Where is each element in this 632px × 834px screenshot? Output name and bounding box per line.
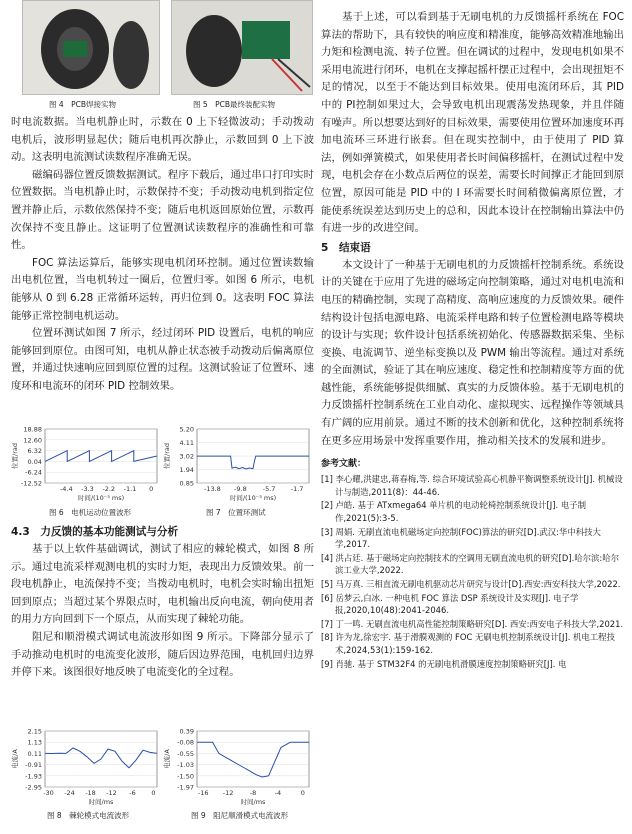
- y-tick-label: 3.02: [179, 452, 194, 461]
- y-tick-label: -2.95: [25, 783, 42, 792]
- paragraph: 位置环测试如图 7 所示，经过闭环 PID 设置后，电机的响应能够回到原位。由图可知，电机从静止状态被手动拨动后偏离原位置，并通过快速响应回到原位置的过程。这测试验证了位置环、速度环和电流环的闭环 PID 控制效果。: [11, 327, 314, 392]
- section-heading: 4.3 力反馈的基本功能测试与分析: [11, 526, 179, 538]
- y-tick-label: 6.32: [27, 447, 42, 456]
- y-tick-label: 1.13: [27, 738, 42, 747]
- paragraph: FOC 算法运算后，能够实现电机闭环控制。通过位置读数输出电机位置，当电机转过一圈后，位置归零。如图 6 所示，电机能够从 0 到 6.28 正常循环运转，再归位到 0。这表明 FOC 算法能够正常控制电机运动。: [11, 256, 314, 322]
- y-tick-label: 0.85: [179, 479, 194, 488]
- fig7-caption: 图 7 位置环测试: [206, 508, 266, 517]
- x-tick-label: -1.7: [290, 485, 304, 493]
- reference-item: [9] 肖驰. 基于 STM32F4 的无刷电机滑膜速度控制策略研究[J]. 电: [321, 658, 567, 669]
- y-tick-label: -1.93: [25, 772, 42, 781]
- fig4-caption: 图 4 PCB焊接实物: [49, 100, 117, 109]
- paragraph: 磁编码器位置反馈数据测试。程序下载后，通过串口打印实时位置数据。当电机静止时，示数保持不变；手动拨动电机到指定位置并静止后，示数依然保持不变；随后电机返回原始位置，示数再次保持不变且静止。这证明了位置测试读数程序的准确性和可靠性。: [11, 168, 314, 252]
- paragraph: 时电流数据。当电机静止时，示数在 0 上下轻微波动；手动拨动电机后，波形明显起伏；随后电机再次静止，示数回到 0 上下波动。这表明电流测试读数程序准确无误。: [11, 116, 314, 164]
- reference-item: [1] 李心耀,洪建忠,蒋春梅,等. 综合环境试验高心机静平衡调整系统设计[J]. 机械设计与制造,2011(8)：44-46.: [321, 474, 623, 497]
- right-column: [321, 0, 624, 671]
- x-tick-label: -2.2: [102, 485, 116, 493]
- x-axis-label: 时间/(10⁻³ ms): [77, 494, 125, 502]
- paragraph: 本文设计了一种基于无刷电机的力反馈摇杆控制系统。系统设计的关键在于应用了先进的磁场定向控制策略，通过对电机电流和电压的精确控制，实现了高精度、高响应速度的力反馈效果。硬件结构设计包括电源电路、电流采样电路和转子位置检测电路等模块的设计与实现；软件设计包括系统初始化、传感器数据采集、坐标变换、电流调节、逆坐标变换以及 PWM 输出等流程。通过对系统的全面测试，验证了其在响应速度、稳定性和控制精度等方面的优越性能，系统能够提供细腻、真实的力反馈体验。基于无刷电机的力反馈摇杆控制系统在工业自动化、虚拟现实、远程操作等领域具有广阔的应用前景。通过不断的技术创新和优化，这种控制系统将在更多应用场景中发挥重要作用，推动相关技术的发展和进步。: [321, 258, 624, 447]
- y-tick-label: 5.20: [179, 425, 194, 434]
- y-tick-label: 0.04: [27, 457, 42, 466]
- y-tick-label: -0.08: [177, 738, 194, 747]
- y-axis-label: 电流/A: [163, 749, 171, 769]
- x-tick-label: -4: [274, 789, 282, 797]
- x-axis-label: 时间/(10⁻³ ms): [229, 494, 277, 502]
- x-tick-label: 0: [151, 789, 156, 797]
- reference-item: [8] 许为龙,徐宏宇. 基于滑膜观测的 FOC 无刷电机控制系统设计[J]. 机电工程技术,2024,53(1):159-162.: [321, 632, 615, 655]
- y-tick-label: 1.94: [179, 465, 194, 474]
- x-tick-label: -6: [129, 789, 136, 797]
- paragraph: 基于以上软件基础调试，测试了相应的棘轮模式，如图 8 所示。通过电流采样观测电机的实时力矩，表现出力反馈效果。前一段电机静止，电流保持不变；当拨动电机时，电机会实时输出扭矩回到原点；当超过某个界限点时，电机输出反向电流，朝向使用者的用力方向回到下一个原点，从而实现了棘轮功能。: [11, 543, 314, 626]
- x-tick-label: -5.7: [262, 485, 276, 493]
- x-tick-label: -4.4: [59, 485, 73, 493]
- x-tick-label: -30: [43, 789, 54, 797]
- fig7-chart: [163, 425, 313, 503]
- paragraph: 阻尼和顺滑模式调试电流波形如图 9 所示。下降部分显示了手动推动电机时的电流变化波形，随后因边界范围，电机回归边界并停下来。该图很好地反映了电流变化的全过程。: [11, 630, 314, 679]
- y-axis-label: 电流/A: [11, 749, 19, 769]
- x-tick-label: -24: [64, 789, 75, 797]
- pcb-assembly-photo: [171, 0, 313, 95]
- y-tick-label: 0.39: [179, 727, 194, 736]
- paragraph: 基于上述，可以看到基于无刷电机的力反馈摇杆系统在 FOC 算法的帮助下，具有较快的响应度和精准度，能够高效精准地输出力矩和检测电流、转子位置。但在调试的过程中，发现电机如果不采用电流进行闭环，电机在支撑起摇杆摆正过程中，会出现扭矩不足的情况，以至于不能达到目标效果。使用电流闭环后，其 PID 中的 PI控制如果过大，会导致电机出现震荡发热现象，并且伴随有噪声。所以想要达到好的目标效果，需要使用位置环加速度环再加电流环三环进行嵌套。但在现实控制中，由于使用了 PID 算法，例如弹簧模式，如果使用者长时间偏移摇杆，在测试过程中发现，电机会存在小数点后两位的误差，需要长时间撑正才能回到原位置，原因可能是 PID 中的 I 环需要长时间稍微偏离原位置，才能使系统误差达到历史上的总和，因此本设计在控制输出算法中仍有进一步的改进空间。: [321, 11, 624, 235]
- reference-item: [7] 丁一鸣. 无刷直流电机高性能控制策略研究[D]. 西安:西安电子科技大学,2021.: [321, 618, 624, 629]
- pcb-welding-photo: [22, 0, 160, 95]
- y-tick-label: 4.11: [179, 439, 194, 448]
- x-tick-label: -9.8: [234, 485, 247, 493]
- y-tick-label: -6.24: [25, 468, 42, 477]
- y-tick-label: 18.88: [23, 425, 42, 434]
- y-tick-label: -12.52: [21, 479, 42, 488]
- y-axis-label: 位置/rad: [163, 443, 171, 469]
- references-list: [321, 473, 624, 670]
- x-tick-label: -1.1: [123, 485, 137, 493]
- y-tick-label: 2.15: [27, 727, 42, 736]
- x-tick-label: -13.8: [203, 485, 221, 493]
- x-tick-label: 0: [300, 789, 305, 797]
- section-heading: 5 结束语: [321, 241, 371, 254]
- y-tick-label: -0.91: [25, 761, 42, 770]
- x-tick-label: -12: [222, 789, 234, 797]
- x-tick-label: -8: [249, 789, 257, 797]
- reference-item: [2] 卢皓. 基于 ATxmega64 单片机的电动轮椅控制系统设计[J]. 电子制作,2021(5):3-5.: [321, 500, 586, 524]
- y-tick-label: -0.55: [177, 749, 194, 758]
- x-tick-label: 0: [149, 485, 154, 493]
- fig6-caption: 图 6 电机运动位置波形: [49, 508, 132, 517]
- fig8-caption: 图 8 棘轮模式电流波形: [47, 811, 130, 820]
- x-tick-label: -18: [85, 789, 96, 797]
- fig5-caption: 图 5 PCB最终装配实物: [193, 100, 276, 109]
- plot-area: [197, 731, 309, 787]
- y-tick-label: 12.60: [23, 436, 42, 445]
- y-tick-label: -1.50: [177, 772, 194, 781]
- fig8-chart: [11, 727, 161, 807]
- left-text-block-2: [11, 523, 314, 682]
- y-axis-label: 位置/rad: [11, 443, 19, 469]
- x-axis-label: 时间/ms: [240, 798, 266, 806]
- reference-item: [3] 周娟. 无刷直流电机磁场定向控制(FOC)算法的研究[D].武汉:华中科技大学,2017.: [321, 526, 601, 550]
- left-text-block-1: [11, 114, 314, 396]
- fig9-chart: [163, 727, 313, 807]
- x-tick-label: -3.3: [81, 485, 94, 493]
- reference-item: [5] 马万真. 三相直流无刷电机驱动芯片研究与设计[D].西安:西安科技大学,2022.: [321, 579, 621, 589]
- y-tick-label: -1.97: [177, 783, 194, 792]
- y-tick-label: 0.11: [27, 749, 42, 758]
- x-axis-label: 时间/ms: [88, 798, 114, 806]
- fig6-chart: [11, 425, 161, 503]
- x-tick-label: -12: [106, 789, 117, 797]
- references-title: 参考文献：: [321, 459, 367, 470]
- y-tick-label: -1.03: [177, 761, 194, 770]
- reference-item: [6] 岳梦云,白冰. 一种电机 FOC 算法 DSP 系统设计及实现[J]. 电子学报,2020,10(48):2041-2046.: [321, 592, 579, 616]
- x-tick-label: -16: [197, 789, 209, 797]
- reference-item: [4] 洪占廷. 基于磁场定向控制技术的空调用无刷直流电机的研究[D].哈尔滨:哈尔滨工业大学,2022.: [321, 552, 619, 576]
- fig9-caption: 图 9 阻尼顺滑模式电流波形: [191, 811, 289, 820]
